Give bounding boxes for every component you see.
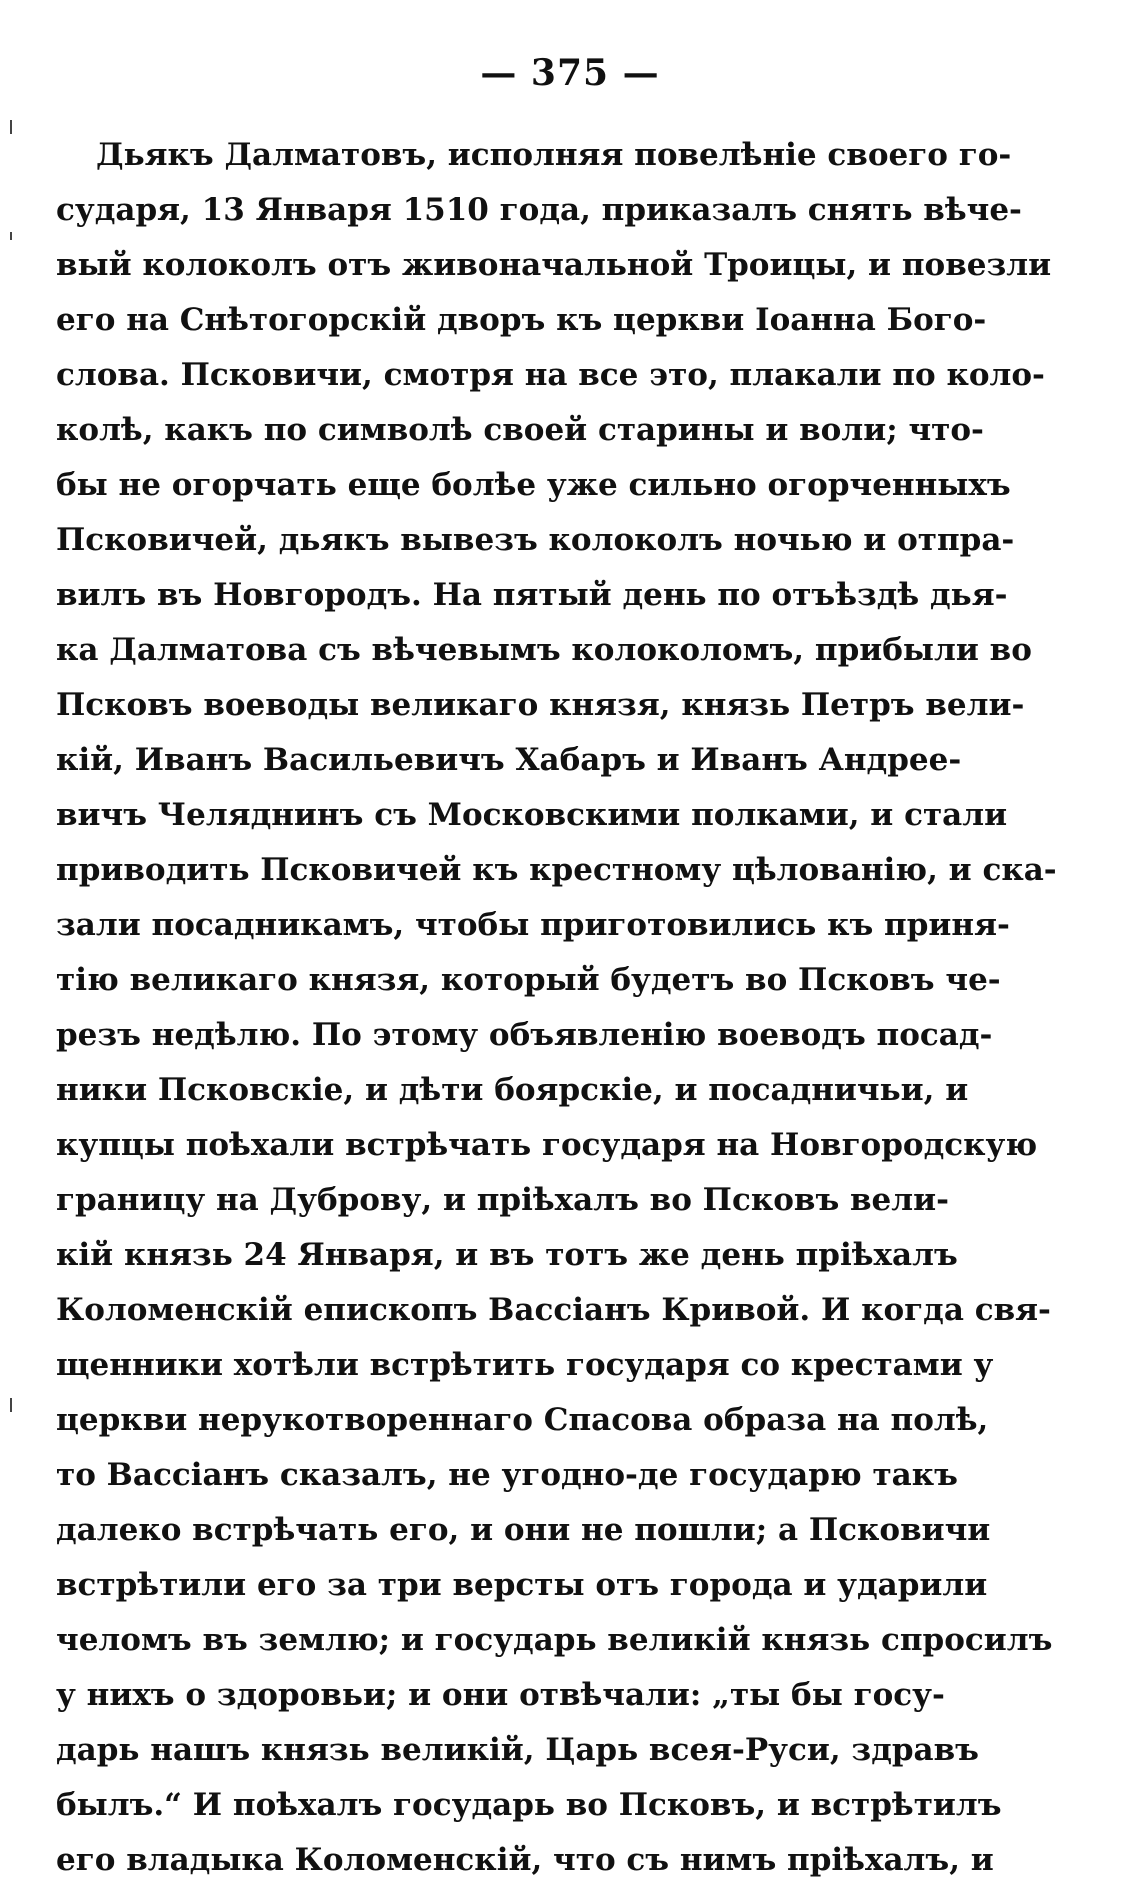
text-line: слова. Псковичи, смотря на все это, плакали по коло-: [56, 357, 1045, 393]
text-line: кій, Иванъ Васильевичъ Хабаръ и Иванъ Андрее-: [56, 742, 962, 778]
page-number: — 375 —: [480, 52, 660, 94]
text-line: вилъ въ Новгородъ. На пятый день по отъѣздѣ дья-: [56, 577, 1008, 613]
text-line: тію великаго князя, который будетъ во Псковъ че-: [56, 962, 1001, 998]
text-line: то Вассіанъ сказалъ, не угодно-де государю такъ: [56, 1457, 958, 1493]
text-line: вый колоколъ отъ живоначальной Троицы, и повезли: [56, 247, 1052, 283]
text-line: границу на Дуброву, и пріѣхалъ во Псковъ вели-: [56, 1182, 949, 1218]
text-line: далеко встрѣчать его, и они не пошли; а Псковичи: [56, 1512, 991, 1548]
text-line: ка Далматова съ вѣчевымъ колоколомъ, прибыли во: [56, 632, 1032, 668]
margin-mark: [10, 120, 12, 134]
text-line: былъ.“ И поѣхалъ государь во Псковъ, и встрѣтилъ: [56, 1787, 1002, 1823]
text-line: колѣ, какъ по символѣ своей старины и воли; что-: [56, 412, 984, 448]
text-line: церкви нерукотвореннаго Спасова образа на полѣ,: [56, 1402, 989, 1438]
text-line: купцы поѣхали встрѣчать государя на Новгородскую: [56, 1127, 1038, 1163]
text-line: встрѣтили его за три версты отъ города и ударили: [56, 1567, 988, 1603]
text-line: резъ недѣлю. По этому объявленію воеводъ посад-: [56, 1017, 993, 1053]
text-line: кій князь 24 Января, и въ тотъ же день пріѣхалъ: [56, 1237, 958, 1273]
text-line: Псковичей, дьякъ вывезъ колоколъ ночью и отпра-: [56, 522, 1015, 558]
text-line: щенники хотѣли встрѣтить государя со крестами у: [56, 1347, 994, 1383]
text-line: вичъ Челяднинъ съ Московскими полками, и стали: [56, 797, 1008, 833]
margin-mark: [10, 232, 12, 240]
text-line: приводить Псковичей къ крестному цѣлованію, и ска-: [56, 852, 1057, 888]
text-line: дарь нашъ князь великій, Царь всея-Руси, здравъ: [56, 1732, 979, 1768]
text-line: его на Снѣтогорскій дворъ къ церкви Іоанна Бого-: [56, 302, 987, 338]
text-line: у нихъ о здоровьи; и они отвѣчали: „ты бы госу-: [56, 1677, 945, 1713]
text-line: ники Псковскіе, и дѣти боярскіе, и посадничьи, и: [56, 1072, 969, 1108]
margin-mark: [10, 1398, 12, 1412]
body-text: [56, 128, 1057, 1888]
text-line: бы не огорчать еще болѣе уже сильно огорченныхъ: [56, 467, 1011, 503]
text-line: Псковъ воеводы великаго князя, князь Петръ вели-: [56, 687, 1025, 723]
text-line: его владыка Коломенскій, что съ нимъ пріѣхалъ, и: [56, 1842, 994, 1878]
text-line: Дьякъ Далматовъ, исполняя повелѣніе своего го-: [96, 137, 1012, 173]
text-line: сударя, 13 Января 1510 года, приказалъ снять вѣче-: [56, 192, 1022, 228]
text-line: челомъ въ землю; и государь великій князь спросилъ: [56, 1622, 1053, 1658]
text-line: Коломенскій епископъ Вассіанъ Кривой. И когда свя-: [56, 1292, 1051, 1328]
text-line: зали посадникамъ, чтобы приготовились къ приня-: [56, 907, 1010, 943]
